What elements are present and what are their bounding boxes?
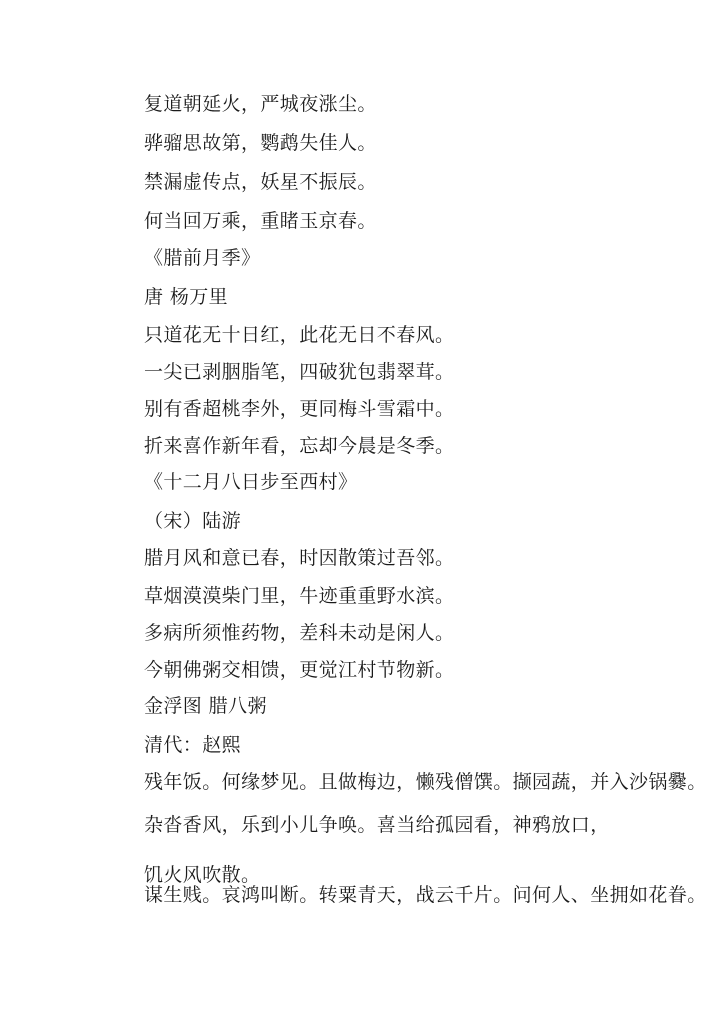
poem-line: 一尖已剥胭脂笔，四破犹包翡翠茸。 [144,361,455,383]
poem-author: 清代：赵熙 [144,734,242,756]
poem-author: 唐 杨万里 [144,286,229,308]
poem-line: 别有香超桃李外，更同梅斗雪霜中。 [144,398,455,420]
poem-line: 折来喜作新年看，忘却今晨是冬季。 [144,435,455,457]
poem-author: （宋）陆游 [144,510,242,532]
ci-line: 谋生贱。哀鸿叫断。转粟青天，战云千片。问何人、坐拥如花眷。 [144,884,707,906]
poem-line: 今朝佛粥交相馈，更觉江村节物新。 [144,659,455,681]
poem-line: 禁漏虚传点，妖星不振辰。 [144,171,377,193]
poem-line: 复道朝延火，严城夜涨尘。 [144,93,377,115]
poem-title: 《腊前月季》 [144,247,261,269]
poem-line: 只道花无十日红，此花无日不春风。 [144,324,455,346]
poem-line: 骅骝思故第，鹦鹉失佳人。 [144,132,377,154]
ci-line: 杂沓香风，乐到小儿争唤。喜当给孤园看，神鸦放口，饥火风吹散。 [144,814,610,886]
ci-line: 残年饭。何缘梦见。且做梅边，懒残僧馔。撷园蔬，并入沙锅爨。 [144,771,707,793]
poem-title: 金浮图 腊八粥 [144,695,267,717]
poem-line: 草烟漠漠柴门里，牛迹重重野水滨。 [144,585,455,607]
poem-line: 腊月风和意已春，时因散策过吾邻。 [144,547,455,569]
poem-line: 何当回万乘，重睹玉京春。 [144,210,377,232]
poem-title: 《十二月八日步至西村》 [144,471,358,493]
poem-line: 多病所须惟药物，差科未动是闲人。 [144,622,455,644]
